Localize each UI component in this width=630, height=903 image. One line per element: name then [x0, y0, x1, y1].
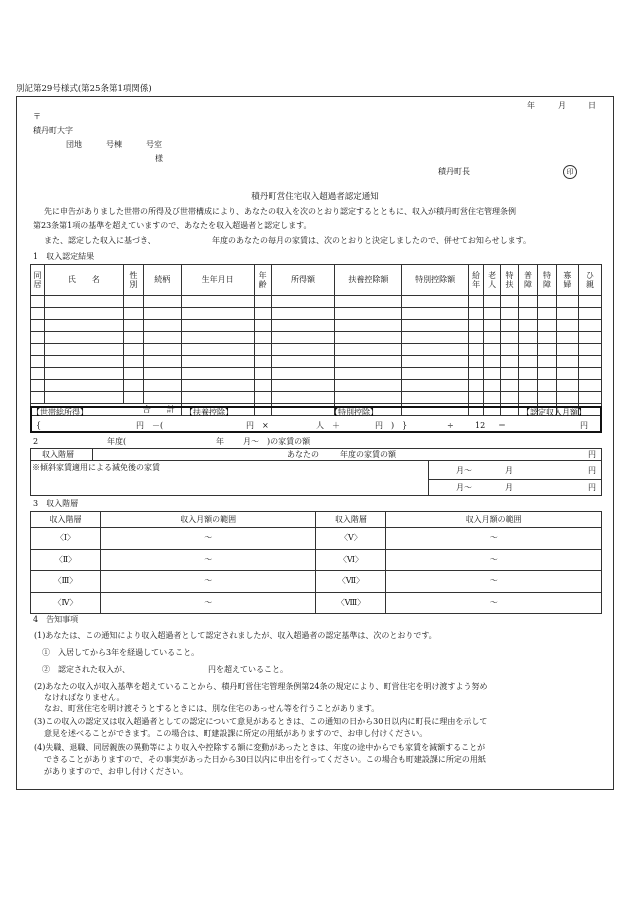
member-cell[interactable]	[469, 392, 484, 404]
member-cell[interactable]	[271, 320, 335, 332]
kaisou-left: 〈Ⅳ〉	[31, 592, 101, 614]
member-cell[interactable]	[31, 356, 45, 368]
date-day: 日	[588, 101, 596, 110]
range-right: ～	[386, 528, 602, 550]
member-cell[interactable]	[578, 308, 601, 320]
address-town: 積丹町大字	[33, 126, 73, 135]
member-cell[interactable]	[578, 320, 601, 332]
header-hitori: ひ 親	[578, 265, 601, 296]
member-cell[interactable]	[402, 308, 469, 320]
member-cell[interactable]	[578, 296, 601, 308]
member-cell[interactable]	[501, 392, 519, 404]
section2-nen: 年	[216, 437, 224, 446]
member-cell[interactable]	[254, 320, 271, 332]
note-2b: なければなりません。	[44, 693, 125, 702]
member-cell[interactable]	[123, 296, 143, 308]
member-cell[interactable]	[271, 368, 335, 380]
kaisou-left: 〈Ⅱ〉	[31, 549, 101, 571]
header-tokusho: 特 障	[537, 265, 556, 296]
member-cell[interactable]	[271, 392, 335, 404]
address-goushitsu: 号室	[146, 140, 162, 149]
member-cell[interactable]	[537, 392, 556, 404]
header-kyuyo: 給 年	[469, 265, 484, 296]
member-cell[interactable]	[44, 296, 123, 308]
member-cell[interactable]	[402, 332, 469, 344]
member-cell[interactable]	[123, 332, 143, 344]
member-cell[interactable]	[484, 308, 501, 320]
member-cell[interactable]	[519, 344, 538, 356]
calc-open-brace: {	[36, 421, 42, 430]
member-cell[interactable]	[271, 344, 335, 356]
rent-kaisou: 年度の家賃の額	[340, 450, 396, 459]
member-cell[interactable]	[44, 308, 123, 320]
calc-twelve: 12	[475, 421, 486, 430]
kaisou-right: 〈Ⅷ〉	[316, 592, 386, 614]
section2-nendo: 年度(	[107, 437, 127, 446]
recipient-sama: 様	[155, 154, 163, 163]
member-cell[interactable]	[44, 356, 123, 368]
note-1a: ① 入居してから3年を経過していること。	[42, 648, 200, 657]
member-cell[interactable]	[44, 332, 123, 344]
member-cell[interactable]	[181, 380, 254, 392]
range-right: ～	[386, 549, 602, 571]
range-right: ～	[386, 592, 602, 614]
member-cell[interactable]	[519, 392, 538, 404]
member-cell[interactable]	[44, 320, 123, 332]
member-cell[interactable]	[402, 320, 469, 332]
member-row	[31, 308, 602, 320]
member-cell[interactable]	[578, 344, 601, 356]
member-row	[31, 320, 602, 332]
date-month: 月	[558, 101, 566, 110]
member-cell[interactable]	[578, 356, 601, 368]
header-birth: 生年月日	[181, 265, 254, 296]
member-row	[31, 332, 602, 344]
member-cell[interactable]	[31, 308, 45, 320]
section4-title: 4 告知事項	[33, 615, 79, 624]
header-fuyou: 扶養控除額	[335, 265, 402, 296]
document-title: 積丹町営住宅収入超過者認定通知	[251, 192, 379, 202]
calc-tokubetsu: 【特別控除】	[330, 408, 378, 417]
member-cell[interactable]	[519, 368, 538, 380]
postal-mark: 〒	[33, 112, 41, 121]
calc-en-close: 円 ) }	[375, 421, 408, 430]
member-cell[interactable]	[254, 368, 271, 380]
member-cell[interactable]	[484, 320, 501, 332]
member-cell[interactable]	[578, 332, 601, 344]
member-cell[interactable]	[254, 356, 271, 368]
note-4c: がありますので、お申し付けください。	[44, 767, 188, 776]
member-cell[interactable]	[123, 380, 143, 392]
member-cell[interactable]	[44, 368, 123, 380]
kaisou-left: 〈Ⅲ〉	[31, 571, 101, 593]
member-cell[interactable]	[501, 308, 519, 320]
range-left: ～	[100, 528, 316, 550]
member-cell[interactable]	[143, 332, 181, 344]
member-cell[interactable]	[31, 344, 45, 356]
member-cell[interactable]	[469, 344, 484, 356]
kaisou-table	[30, 511, 602, 614]
member-cell[interactable]	[335, 356, 402, 368]
kaisou-row	[31, 528, 602, 550]
member-cell[interactable]	[556, 344, 578, 356]
member-row	[31, 344, 602, 356]
member-row	[31, 368, 602, 380]
calc-en: 円	[580, 421, 588, 430]
note-4a: (4)失職、退職、同居親族の異動等により収入や控除する額に変動があったときは、年度の途中からでも家賃を減額することが	[34, 743, 486, 752]
member-cell[interactable]	[123, 308, 143, 320]
note-3a: (3)この収入の認定又は収入超過者としての認定について意見があるときは、この通知の日から30日以内に町長に理由を示して	[34, 717, 488, 726]
note-2c: なお、町営住宅を明け渡そうとするときには、別な住宅のあっせん等を行うことがあります。	[44, 704, 380, 713]
member-cell[interactable]	[484, 332, 501, 344]
kaisou-right: 〈Ⅵ〉	[316, 549, 386, 571]
header-income: 所得額	[271, 265, 335, 296]
member-cell[interactable]	[519, 320, 538, 332]
rent-en-1: 円	[588, 450, 596, 459]
note-2a: (2)あなたの収入が収入基準を超えていることから、積丹町営住宅管理条例第24条の規定により、町営住宅を明け渡すよう努め	[34, 682, 488, 691]
intro-line2: 第23条第1項の基準を超えていますので、あなたを収入超過者と認定します。	[33, 221, 312, 230]
member-row	[31, 392, 602, 404]
member-cell[interactable]	[143, 308, 181, 320]
member-cell[interactable]	[556, 332, 578, 344]
calc-fuyou: 【扶養控除】	[185, 408, 233, 417]
header-tokubetsu: 特別控除額	[402, 265, 469, 296]
member-cell[interactable]	[271, 380, 335, 392]
note-1b-a: ② 認定された収入が、	[42, 665, 130, 674]
member-cell[interactable]	[469, 356, 484, 368]
note-4b: できることがありますので、その事実があった日から30日以内に申出を行ってください。この場合も町建設課に所定の用紙	[44, 755, 486, 764]
member-cell[interactable]	[181, 368, 254, 380]
member-cell[interactable]	[519, 356, 538, 368]
member-cell[interactable]	[123, 344, 143, 356]
member-cell[interactable]	[537, 356, 556, 368]
rent-anata: あなたの	[287, 450, 319, 459]
member-cell[interactable]	[143, 296, 181, 308]
member-cell[interactable]	[254, 308, 271, 320]
member-cell[interactable]	[31, 392, 45, 404]
range-left: ～	[100, 592, 316, 614]
member-cell[interactable]	[335, 380, 402, 392]
member-cell[interactable]	[31, 320, 45, 332]
member-cell[interactable]	[31, 296, 45, 308]
member-cell[interactable]	[402, 392, 469, 404]
member-cell[interactable]	[254, 380, 271, 392]
range-header-1: 収入月額の範囲	[100, 512, 316, 528]
member-cell[interactable]	[469, 296, 484, 308]
calc-setai: 【世帯総所得】	[32, 408, 88, 417]
member-cell[interactable]	[537, 368, 556, 380]
member-cell[interactable]	[484, 356, 501, 368]
calc-equals: ＝	[498, 421, 506, 430]
member-cell[interactable]	[335, 332, 402, 344]
member-cell[interactable]	[254, 296, 271, 308]
member-cell[interactable]	[335, 320, 402, 332]
member-cell[interactable]	[123, 368, 143, 380]
member-cell[interactable]	[143, 368, 181, 380]
member-cell[interactable]	[402, 368, 469, 380]
member-cell[interactable]	[335, 308, 402, 320]
range-header-2: 収入月額の範囲	[386, 512, 602, 528]
member-cell[interactable]	[469, 332, 484, 344]
member-cell[interactable]	[484, 344, 501, 356]
member-cell[interactable]	[484, 368, 501, 380]
member-cell[interactable]	[271, 356, 335, 368]
member-cell[interactable]	[537, 296, 556, 308]
kaisou-row	[31, 571, 602, 593]
member-cell[interactable]	[501, 368, 519, 380]
date-year: 年	[527, 101, 535, 110]
member-cell[interactable]	[556, 392, 578, 404]
sender-title: 積丹町長	[438, 167, 470, 176]
header-fu: 普 障	[519, 265, 538, 296]
member-cell[interactable]	[335, 368, 402, 380]
kaisou-left: 〈Ⅰ〉	[31, 528, 101, 550]
member-cell[interactable]	[123, 320, 143, 332]
kaisou-right: 〈Ⅶ〉	[316, 571, 386, 593]
rent-kaisou-label: 収入階層	[42, 450, 74, 459]
note-1b-b: 円を超えていること。	[208, 665, 288, 674]
member-cell[interactable]	[143, 392, 181, 404]
member-cell[interactable]	[556, 380, 578, 392]
intro-line3a: また、認定した収入に基づき、	[44, 236, 156, 245]
member-cell[interactable]	[402, 344, 469, 356]
member-cell[interactable]	[181, 320, 254, 332]
member-cell[interactable]	[537, 308, 556, 320]
rent-r2-m1: 月～	[456, 466, 472, 475]
kaisou-right: 〈Ⅴ〉	[316, 528, 386, 550]
member-cell[interactable]	[123, 392, 143, 404]
member-cell[interactable]	[501, 332, 519, 344]
member-cell[interactable]	[519, 308, 538, 320]
seal-mark: 印	[563, 165, 577, 179]
member-cell[interactable]	[402, 296, 469, 308]
kaisou-header-1: 収入階層	[31, 512, 101, 528]
blank-rows	[31, 296, 602, 404]
member-cell[interactable]	[143, 380, 181, 392]
header-doukyo: 同 居	[31, 265, 45, 296]
member-cell[interactable]	[501, 344, 519, 356]
member-cell[interactable]	[578, 368, 601, 380]
section3-title: 3 収入階層	[33, 499, 79, 508]
range-left: ～	[100, 571, 316, 593]
member-cell[interactable]	[44, 392, 123, 404]
calc-en-minus: 円 －(	[136, 421, 164, 430]
member-cell[interactable]	[143, 344, 181, 356]
rent-r2-m2: 月	[505, 466, 513, 475]
member-cell[interactable]	[254, 392, 271, 404]
header-name: 氏 名	[44, 265, 123, 296]
member-cell[interactable]	[469, 380, 484, 392]
section1-title: 1 収入認定結果	[33, 252, 95, 261]
member-cell[interactable]	[501, 380, 519, 392]
header-sex: 性 別	[123, 265, 143, 296]
range-right: ～	[386, 571, 602, 593]
member-cell[interactable]	[143, 356, 181, 368]
member-cell[interactable]	[271, 308, 335, 320]
header-relation: 続柄	[143, 265, 181, 296]
kaisou-row	[31, 549, 602, 571]
section2-tail: 月～ )の家賃の額	[243, 437, 311, 446]
member-cell[interactable]	[469, 308, 484, 320]
member-cell[interactable]	[501, 296, 519, 308]
member-cell[interactable]	[556, 368, 578, 380]
member-cell[interactable]	[181, 344, 254, 356]
member-row	[31, 296, 602, 308]
member-cell[interactable]	[402, 356, 469, 368]
member-cell[interactable]	[556, 320, 578, 332]
header-rojin: 老 人	[484, 265, 501, 296]
member-cell[interactable]	[469, 320, 484, 332]
member-cell[interactable]	[556, 356, 578, 368]
rent-genmen-label: ※傾斜家賃適用による減免後の家賃	[32, 463, 160, 472]
member-cell[interactable]	[519, 332, 538, 344]
member-cell[interactable]	[335, 344, 402, 356]
rent-en-2: 円	[588, 466, 596, 475]
member-cell[interactable]	[578, 380, 601, 392]
member-cell[interactable]	[181, 356, 254, 368]
member-cell[interactable]	[484, 296, 501, 308]
member-cell[interactable]	[469, 368, 484, 380]
calc-en-times: 円 ×	[246, 421, 269, 430]
member-row	[31, 356, 602, 368]
form-reference: 別記第29号様式(第25条第1項関係)	[16, 84, 152, 94]
intro-line1: 先に申告がありました世帯の所得及び世帯構成により、あなたの収入を次のとおり認定するとともに、収入が積丹町営住宅管理条例	[44, 207, 516, 216]
rent-r3-m1: 月～	[456, 483, 472, 492]
header-age: 年 齢	[254, 265, 271, 296]
member-cell[interactable]	[402, 380, 469, 392]
member-cell[interactable]	[181, 308, 254, 320]
member-cell[interactable]	[181, 332, 254, 344]
kaisou-row	[31, 592, 602, 614]
member-cell[interactable]	[254, 344, 271, 356]
calc-nin-plus: 人 ＋	[316, 421, 340, 430]
member-cell[interactable]	[31, 368, 45, 380]
member-cell[interactable]	[556, 296, 578, 308]
member-cell[interactable]	[501, 356, 519, 368]
rent-r3-m2: 月	[505, 483, 513, 492]
member-cell[interactable]	[556, 308, 578, 320]
intro-line3b: 年度のあなたの毎月の家賃は、次のとおりと決定しましたので、併せてお知らせします。	[212, 236, 531, 245]
member-cell[interactable]	[271, 296, 335, 308]
member-cell[interactable]	[335, 392, 402, 404]
header-tokufu: 特 扶	[501, 265, 519, 296]
member-cell[interactable]	[537, 380, 556, 392]
member-cell[interactable]	[44, 344, 123, 356]
member-cell[interactable]	[537, 332, 556, 344]
member-row	[31, 380, 602, 392]
section2-num: 2	[33, 437, 39, 446]
member-cell[interactable]	[143, 320, 181, 332]
note-1: (1)あなたは、この通知により収入超過者として認定されましたが、収入超過者の認定基準は、次のとおりです。	[34, 631, 437, 640]
member-cell[interactable]	[254, 332, 271, 344]
income-table	[30, 264, 602, 416]
address-gouto: 号棟	[106, 140, 122, 149]
rent-en-3: 円	[588, 483, 596, 492]
calc-nintei: 【認定収入月額】	[522, 408, 586, 417]
member-cell[interactable]	[537, 320, 556, 332]
header-kafu: 寡 婦	[556, 265, 578, 296]
member-cell[interactable]	[271, 332, 335, 344]
member-cell[interactable]	[537, 344, 556, 356]
note-3b: 意見を述べることができます。この場合は、町建設課に所定の用紙がありますので、お申し付けください。	[44, 729, 428, 738]
member-cell[interactable]	[181, 392, 254, 404]
member-cell[interactable]	[31, 332, 45, 344]
member-cell[interactable]	[181, 296, 254, 308]
kaisou-header-2: 収入階層	[316, 512, 386, 528]
address-danchi: 団地	[66, 140, 82, 149]
member-cell[interactable]	[519, 380, 538, 392]
member-cell[interactable]	[44, 380, 123, 392]
member-cell[interactable]	[519, 296, 538, 308]
member-cell[interactable]	[335, 296, 402, 308]
member-cell[interactable]	[501, 320, 519, 332]
calc-divide: ÷	[447, 421, 454, 430]
member-cell[interactable]	[31, 380, 45, 392]
member-cell[interactable]	[123, 356, 143, 368]
total-label: 合 計	[31, 404, 182, 416]
member-cell[interactable]	[578, 392, 601, 404]
member-cell[interactable]	[484, 392, 501, 404]
member-cell[interactable]	[484, 380, 501, 392]
range-left: ～	[100, 549, 316, 571]
